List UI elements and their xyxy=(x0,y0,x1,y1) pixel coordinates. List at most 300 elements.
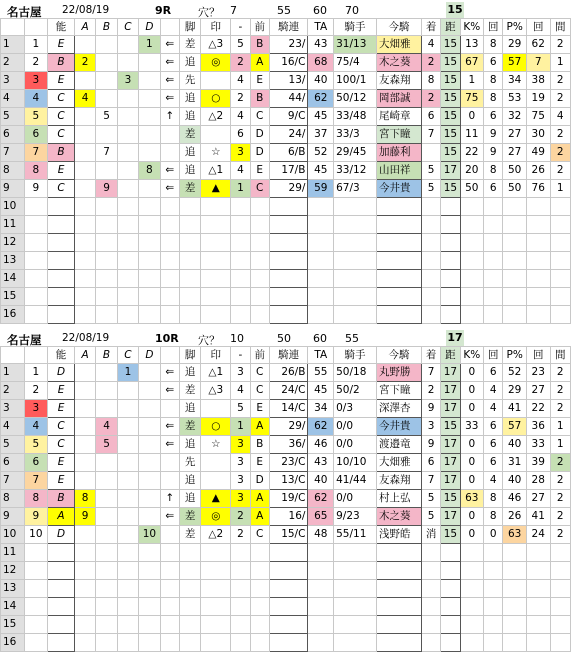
mark-cell: ○ xyxy=(201,90,231,108)
runs-cell: 8 xyxy=(484,162,503,180)
column-header-jockey-combo: 騎連 xyxy=(269,347,308,364)
column-header-running-style: 脚 xyxy=(179,19,200,36)
rank-b-cell xyxy=(96,634,117,652)
rank-c-cell xyxy=(117,162,138,180)
k-percent-cell xyxy=(460,216,484,234)
ta-score-cell: 62 xyxy=(308,490,334,508)
rank-c-cell xyxy=(117,54,138,72)
column-header-runs-2: 回 xyxy=(526,347,550,364)
ability-cell: C xyxy=(48,418,75,436)
front-cell xyxy=(250,598,269,616)
column-header-runs: 回 xyxy=(484,19,503,36)
position-cell: 4 xyxy=(231,382,250,400)
k-percent-cell xyxy=(460,580,484,598)
rank-c-cell xyxy=(117,306,138,324)
column-header-rank-b: B xyxy=(96,19,117,36)
jockey-stats-cell: 10/10 xyxy=(334,454,377,472)
row-no-cell: 4 xyxy=(1,90,25,108)
distance-cell: 15 xyxy=(441,90,460,108)
ta-score-cell: 45 xyxy=(308,162,334,180)
jockey-stats-cell xyxy=(334,306,377,324)
table-row xyxy=(1,216,571,234)
runs-cell: 8 xyxy=(484,36,503,54)
rank-a-cell xyxy=(74,526,95,544)
finish-cell: 3 xyxy=(421,418,440,436)
running-style-cell xyxy=(179,252,200,270)
interval-cell xyxy=(550,234,571,252)
rank-b-cell xyxy=(96,598,117,616)
column-header-runs: 回 xyxy=(484,347,503,364)
mark-cell: ◎ xyxy=(201,508,231,526)
front-cell: A xyxy=(250,508,269,526)
ability-cell: E xyxy=(48,382,75,400)
rank-c-cell xyxy=(117,472,138,490)
jockey-combo-cell xyxy=(269,544,308,562)
running-style-cell: 追 xyxy=(179,436,200,454)
rank-d-cell xyxy=(139,400,160,418)
rank-b-cell: 7 xyxy=(96,144,117,162)
ta-score-cell: 34 xyxy=(308,400,334,418)
jockey-name-cell: 岡部誠 xyxy=(376,90,421,108)
column-header-rank-a: A xyxy=(74,347,95,364)
jockey-combo-cell: 16/ xyxy=(269,508,308,526)
interval-cell xyxy=(550,306,571,324)
running-style-cell: 差 xyxy=(179,180,200,198)
rank-b-cell: 4 xyxy=(96,418,117,436)
rank-c-cell xyxy=(117,216,138,234)
front-cell: C xyxy=(250,108,269,126)
k-percent-cell: 13 xyxy=(460,36,484,54)
ta-score-cell xyxy=(308,198,334,216)
arrow-cell: ⇐ xyxy=(160,418,179,436)
interval-cell xyxy=(550,544,571,562)
arrow-cell: ⇐ xyxy=(160,508,179,526)
p-percent-cell xyxy=(503,580,527,598)
rank-b-cell xyxy=(96,616,117,634)
rank-a-cell xyxy=(74,198,95,216)
runs-cell: 6 xyxy=(484,436,503,454)
gate-no-cell xyxy=(24,270,48,288)
front-cell: E xyxy=(250,72,269,90)
ability-cell xyxy=(48,270,75,288)
k-percent-cell: 63 xyxy=(460,490,484,508)
runs-2-cell: 22 xyxy=(526,400,550,418)
rank-b-cell xyxy=(96,400,117,418)
runs-2-cell xyxy=(526,216,550,234)
p-percent-cell: 63 xyxy=(503,526,527,544)
rank-d-cell xyxy=(139,472,160,490)
k-percent-cell: 22 xyxy=(460,144,484,162)
distance-cell: 15 xyxy=(441,126,460,144)
finish-cell xyxy=(421,562,440,580)
column-header-distance: 距 xyxy=(441,19,460,36)
column-header-mark: 印 xyxy=(201,347,231,364)
mark-cell: ☆ xyxy=(201,144,231,162)
gate-no-cell: 8 xyxy=(24,162,48,180)
position-cell xyxy=(231,616,250,634)
runs-cell: 8 xyxy=(484,72,503,90)
distance-cell: 15 xyxy=(441,418,460,436)
front-cell: C xyxy=(250,364,269,382)
gate-no-cell: 4 xyxy=(24,418,48,436)
header-value-3: 60 xyxy=(313,332,327,345)
row-no-cell: 16 xyxy=(1,306,25,324)
ability-cell xyxy=(48,198,75,216)
ta-score-cell: 48 xyxy=(308,526,334,544)
rank-c-cell xyxy=(117,288,138,306)
finish-cell xyxy=(421,598,440,616)
interval-cell: 2 xyxy=(550,454,571,472)
column-header-row-no xyxy=(1,347,25,364)
jockey-stats-cell: 31/13 xyxy=(334,36,377,54)
ability-cell xyxy=(48,598,75,616)
distance-cell: 17 xyxy=(441,162,460,180)
running-style-cell xyxy=(179,598,200,616)
position-cell: 3 xyxy=(231,490,250,508)
distance-cell: 17 xyxy=(441,454,460,472)
p-percent-cell xyxy=(503,198,527,216)
rank-b-cell xyxy=(96,234,117,252)
rank-c-cell xyxy=(117,198,138,216)
column-header-row xyxy=(1,19,571,36)
rank-d-cell xyxy=(139,288,160,306)
k-percent-cell: 0 xyxy=(460,508,484,526)
rank-b-cell xyxy=(96,252,117,270)
finish-cell xyxy=(421,216,440,234)
arrow-cell xyxy=(160,472,179,490)
runs-cell xyxy=(484,270,503,288)
column-header-jockey-stats: 騎手 xyxy=(334,347,377,364)
rank-d-cell xyxy=(139,54,160,72)
ta-score-cell: 40 xyxy=(308,72,334,90)
jockey-combo-cell xyxy=(269,598,308,616)
running-style-cell xyxy=(179,616,200,634)
ta-score-cell xyxy=(308,580,334,598)
mark-cell xyxy=(201,400,231,418)
gate-no-cell: 9 xyxy=(24,508,48,526)
k-percent-cell xyxy=(460,544,484,562)
interval-cell xyxy=(550,270,571,288)
finish-cell xyxy=(421,288,440,306)
header-value-1: 10 xyxy=(230,332,244,345)
table-row xyxy=(1,36,571,54)
race-9r-section xyxy=(0,2,573,324)
jockey-name-cell xyxy=(376,288,421,306)
ability-cell: C xyxy=(48,90,75,108)
runs-2-cell: 24 xyxy=(526,526,550,544)
mark-cell xyxy=(201,544,231,562)
finish-cell xyxy=(421,144,440,162)
k-percent-cell: 0 xyxy=(460,400,484,418)
rank-b-cell xyxy=(96,508,117,526)
rank-d-cell xyxy=(139,108,160,126)
table-row xyxy=(1,472,571,490)
finish-cell xyxy=(421,270,440,288)
k-percent-cell: 0 xyxy=(460,108,484,126)
runs-2-cell xyxy=(526,306,550,324)
runs-2-cell xyxy=(526,198,550,216)
running-style-cell: 追 xyxy=(179,472,200,490)
runs-cell xyxy=(484,252,503,270)
runs-cell: 6 xyxy=(484,454,503,472)
k-percent-cell xyxy=(460,634,484,652)
rank-c-cell xyxy=(117,544,138,562)
running-style-cell: 差 xyxy=(179,126,200,144)
ana-label: 穴？ xyxy=(198,6,220,19)
position-cell: 3 xyxy=(231,364,250,382)
column-header-ta-score: TA xyxy=(308,19,334,36)
running-style-cell: 追 xyxy=(179,400,200,418)
column-header-arrow xyxy=(160,19,179,36)
interval-cell xyxy=(550,634,571,652)
runs-2-cell: 38 xyxy=(526,72,550,90)
rank-b-cell xyxy=(96,472,117,490)
column-header-finish: 着 xyxy=(421,347,440,364)
rank-b-cell xyxy=(96,382,117,400)
rank-c-cell xyxy=(117,400,138,418)
mark-cell: ☆ xyxy=(201,436,231,454)
mark-cell: ○ xyxy=(201,418,231,436)
p-percent-cell xyxy=(503,598,527,616)
front-cell: C xyxy=(250,526,269,544)
position-cell xyxy=(231,216,250,234)
mark-cell xyxy=(201,270,231,288)
gate-no-cell: 8 xyxy=(24,490,48,508)
interval-cell: 1 xyxy=(550,54,571,72)
jockey-stats-cell: 33/12 xyxy=(334,162,377,180)
jockey-combo-cell xyxy=(269,562,308,580)
gate-no-cell xyxy=(24,544,48,562)
ability-cell xyxy=(48,562,75,580)
jockey-combo-cell xyxy=(269,306,308,324)
jockey-stats-cell: 50/18 xyxy=(334,364,377,382)
ability-cell xyxy=(48,252,75,270)
row-no-cell: 8 xyxy=(1,490,25,508)
rank-d-cell xyxy=(139,144,160,162)
table-row xyxy=(1,454,571,472)
table-row xyxy=(1,598,571,616)
k-percent-cell: 0 xyxy=(460,436,484,454)
ta-score-cell: 62 xyxy=(308,90,334,108)
runs-cell: 9 xyxy=(484,126,503,144)
runs-2-cell xyxy=(526,562,550,580)
jockey-name-cell xyxy=(376,216,421,234)
finish-cell: 9 xyxy=(421,400,440,418)
mark-cell: ◎ xyxy=(201,54,231,72)
rank-d-cell xyxy=(139,270,160,288)
column-header-mark: 印 xyxy=(201,19,231,36)
rank-a-cell: 9 xyxy=(74,508,95,526)
front-cell xyxy=(250,580,269,598)
race-header xyxy=(0,2,573,18)
front-cell xyxy=(250,270,269,288)
mark-cell xyxy=(201,126,231,144)
column-header-rank-a: A xyxy=(74,19,95,36)
front-cell: E xyxy=(250,454,269,472)
interval-cell: 1 xyxy=(550,180,571,198)
distance-cell xyxy=(441,598,460,616)
column-header-position: - xyxy=(231,347,250,364)
rank-c-cell xyxy=(117,616,138,634)
race-header xyxy=(0,330,573,346)
rank-a-cell xyxy=(74,580,95,598)
row-no-cell: 7 xyxy=(1,144,25,162)
rank-c-cell: 1 xyxy=(117,364,138,382)
header-value-4: 55 xyxy=(345,332,359,345)
gate-no-cell xyxy=(24,216,48,234)
mark-cell: △3 xyxy=(201,36,231,54)
jockey-combo-cell: 6/B xyxy=(269,144,308,162)
ta-score-cell: 43 xyxy=(308,454,334,472)
rank-c-cell xyxy=(117,252,138,270)
runs-cell: 9 xyxy=(484,144,503,162)
jockey-stats-cell: 0/3 xyxy=(334,400,377,418)
interval-cell: 2 xyxy=(550,508,571,526)
rank-d-cell: 1 xyxy=(139,36,160,54)
runs-2-cell: 33 xyxy=(526,436,550,454)
rank-b-cell xyxy=(96,288,117,306)
rank-a-cell xyxy=(74,472,95,490)
ta-score-cell xyxy=(308,234,334,252)
running-style-cell: 追 xyxy=(179,490,200,508)
gate-no-cell: 5 xyxy=(24,436,48,454)
front-cell xyxy=(250,216,269,234)
p-percent-cell: 26 xyxy=(503,508,527,526)
column-header-distance: 距 xyxy=(441,347,460,364)
rank-d-cell xyxy=(139,382,160,400)
jockey-stats-cell: 0/0 xyxy=(334,490,377,508)
table-row xyxy=(1,144,571,162)
p-percent-cell: 40 xyxy=(503,472,527,490)
jockey-stats-cell: 55/11 xyxy=(334,526,377,544)
running-style-cell: 追 xyxy=(179,144,200,162)
row-no-cell: 1 xyxy=(1,36,25,54)
front-cell xyxy=(250,288,269,306)
running-style-cell: 差 xyxy=(179,526,200,544)
runs-cell xyxy=(484,580,503,598)
interval-cell: 2 xyxy=(550,144,571,162)
rank-c-cell xyxy=(117,580,138,598)
rank-d-cell xyxy=(139,72,160,90)
column-header-position: - xyxy=(231,19,250,36)
k-percent-cell xyxy=(460,306,484,324)
column-header-interval: 間 xyxy=(550,19,571,36)
ta-score-cell xyxy=(308,634,334,652)
rank-d-cell xyxy=(139,490,160,508)
header-value-4: 70 xyxy=(345,4,359,17)
jockey-combo-cell: 15/C xyxy=(269,526,308,544)
arrow-cell xyxy=(160,598,179,616)
rank-d-cell xyxy=(139,562,160,580)
ta-score-cell: 45 xyxy=(308,382,334,400)
jockey-name-cell xyxy=(376,198,421,216)
jockey-name-cell xyxy=(376,634,421,652)
gate-no-cell xyxy=(24,252,48,270)
runs-cell xyxy=(484,216,503,234)
rank-a-cell: 8 xyxy=(74,490,95,508)
finish-cell: 7 xyxy=(421,472,440,490)
jockey-combo-cell: 26/B xyxy=(269,364,308,382)
front-cell: C xyxy=(250,382,269,400)
ability-cell xyxy=(48,580,75,598)
mark-cell: △1 xyxy=(201,162,231,180)
jockey-stats-cell: 33/48 xyxy=(334,108,377,126)
table-row xyxy=(1,436,571,454)
distance-cell xyxy=(441,252,460,270)
ta-score-cell xyxy=(308,252,334,270)
gate-no-cell: 4 xyxy=(24,90,48,108)
rank-c-cell xyxy=(117,436,138,454)
row-no-cell: 10 xyxy=(1,526,25,544)
jockey-name-cell xyxy=(376,234,421,252)
jockey-stats-cell xyxy=(334,252,377,270)
mark-cell: ▲ xyxy=(201,490,231,508)
rank-c-cell xyxy=(117,234,138,252)
jockey-combo-cell xyxy=(269,234,308,252)
ability-cell xyxy=(48,216,75,234)
mark-cell xyxy=(201,306,231,324)
arrow-cell xyxy=(160,616,179,634)
front-cell: D xyxy=(250,144,269,162)
ta-score-cell: 45 xyxy=(308,108,334,126)
running-style-cell: 差 xyxy=(179,36,200,54)
runs-2-cell xyxy=(526,634,550,652)
table-row xyxy=(1,418,571,436)
column-header-jockey-name: 今騎 xyxy=(376,19,421,36)
race-date: 22/08/19 xyxy=(62,4,110,16)
table-row xyxy=(1,634,571,652)
runs-cell xyxy=(484,544,503,562)
race-date: 22/08/19 xyxy=(62,332,110,344)
row-no-cell: 11 xyxy=(1,544,25,562)
ta-score-cell xyxy=(308,598,334,616)
p-percent-cell: 40 xyxy=(503,436,527,454)
gate-no-cell xyxy=(24,616,48,634)
rank-d-cell xyxy=(139,90,160,108)
interval-cell xyxy=(550,198,571,216)
k-percent-cell: 0 xyxy=(460,526,484,544)
rank-a-cell xyxy=(74,544,95,562)
finish-cell: 2 xyxy=(421,90,440,108)
finish-cell: 8 xyxy=(421,72,440,90)
column-header-k-percent: K% xyxy=(460,19,484,36)
rank-c-cell xyxy=(117,598,138,616)
ability-cell: D xyxy=(48,364,75,382)
jockey-combo-cell: 16/C xyxy=(269,54,308,72)
distance-cell: 17 xyxy=(441,382,460,400)
mark-cell xyxy=(201,252,231,270)
interval-cell: 1 xyxy=(550,418,571,436)
front-cell: C xyxy=(250,180,269,198)
jockey-combo-cell: 13/C xyxy=(269,472,308,490)
runs-cell: 6 xyxy=(484,108,503,126)
jockey-name-cell xyxy=(376,306,421,324)
ta-score-cell: 68 xyxy=(308,54,334,72)
column-header-arrow xyxy=(160,347,179,364)
position-cell: 3 xyxy=(231,454,250,472)
front-cell xyxy=(250,198,269,216)
p-percent-cell xyxy=(503,252,527,270)
distance-cell: 15 xyxy=(441,108,460,126)
race-number: 9R xyxy=(155,4,172,17)
rank-a-cell xyxy=(74,364,95,382)
interval-cell: 4 xyxy=(550,108,571,126)
finish-cell: 消 xyxy=(421,526,440,544)
k-percent-cell xyxy=(460,616,484,634)
position-cell xyxy=(231,634,250,652)
jockey-combo-cell: 23/C xyxy=(269,454,308,472)
row-no-cell: 3 xyxy=(1,400,25,418)
